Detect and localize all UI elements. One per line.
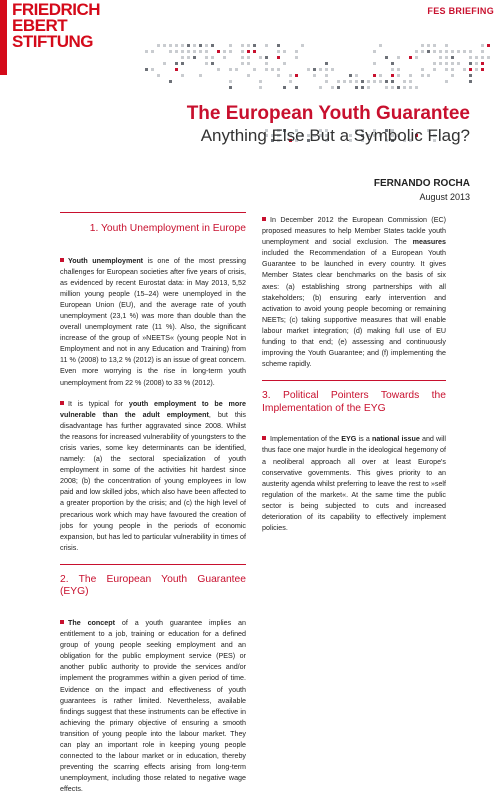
page-subtitle: Anything Else But a Symbolic Flag? xyxy=(200,126,470,145)
map-dot xyxy=(487,44,490,47)
publication-date: August 2013 xyxy=(419,192,470,202)
map-dot xyxy=(325,62,328,65)
map-dot xyxy=(193,44,196,47)
map-dot xyxy=(403,86,406,89)
map-dot xyxy=(175,62,178,65)
map-dot xyxy=(205,56,208,59)
map-dot xyxy=(187,44,190,47)
map-dot xyxy=(181,62,184,65)
map-dot xyxy=(211,44,214,47)
map-dot xyxy=(427,74,430,77)
map-dot xyxy=(295,86,298,89)
map-dot xyxy=(469,50,472,53)
map-dot xyxy=(253,44,256,47)
map-dot xyxy=(367,80,370,83)
map-dot xyxy=(445,44,448,47)
map-dot xyxy=(439,50,442,53)
map-dot xyxy=(265,68,268,71)
emphasis: measures xyxy=(412,238,446,247)
paragraph xyxy=(60,399,246,554)
paragraph-text: and will thus face one major hurdle in the ideological hegemony of a neoliberal approach all over at least Europe's conservative governments. This gives priority to an austerity agenda whilst preferring to leave the rest to »self regulation of the market«. At the same time the public sector is being subjected to cuts and increased deterioration of its capability to effectively implement policies. xyxy=(262,435,446,533)
map-dot xyxy=(439,62,442,65)
map-dot xyxy=(481,50,484,53)
section-heading-2: 2. The European Youth Guarantee (EYG) xyxy=(60,564,246,606)
paragraph-text: of a youth guarantee implies an entitlement to a job, training or education for a defined group of young people seeking employment and an obligation for the public employment service (PES) or another public authority to provide the services and/or implement the programmes within a given period of time. Evidence on the impact and effectiveness of youth guarantees is rather limited. Nevertheless, available findings suggest that these instruments can be effective in achieving the primary objective of ensuring a smooth transition of young people into the labour market. They can play an important role in keeping young people connected to the labour market or in education, thereby preventing the scarring effects arising from long-term unemployment, including those related to negative wage effects. xyxy=(60,618,247,794)
map-dot xyxy=(373,80,376,83)
map-dot xyxy=(349,80,352,83)
map-dot xyxy=(229,68,232,71)
map-dot xyxy=(241,50,244,53)
map-dot xyxy=(379,80,382,83)
map-dot xyxy=(487,56,490,59)
map-dot xyxy=(229,80,232,83)
map-dot xyxy=(325,74,328,77)
map-dot xyxy=(157,44,160,47)
author: FERNANDO ROCHA xyxy=(373,178,470,189)
map-dot xyxy=(289,80,292,83)
map-dot xyxy=(175,44,178,47)
map-dot xyxy=(451,50,454,53)
map-dot xyxy=(205,44,208,47)
map-dot xyxy=(229,44,232,47)
map-dot xyxy=(205,50,208,53)
fes-logo xyxy=(0,0,118,75)
map-dot xyxy=(247,74,250,77)
paragraph xyxy=(262,215,446,370)
paragraph-text: is a xyxy=(356,435,372,444)
map-dot xyxy=(373,74,376,77)
map-dot xyxy=(295,56,298,59)
map-dot xyxy=(331,86,334,89)
map-dot xyxy=(325,80,328,83)
map-dot xyxy=(403,80,406,83)
map-dot xyxy=(205,62,208,65)
map-dot xyxy=(181,74,184,77)
map-dot xyxy=(391,68,394,71)
map-dot xyxy=(247,62,250,65)
map-dot xyxy=(481,56,484,59)
map-dot xyxy=(421,74,424,77)
emphasis: youth employment to be more vulnerable than the adult employment xyxy=(60,399,247,419)
map-dot xyxy=(283,62,286,65)
map-dot xyxy=(247,50,250,53)
section-heading-1: 1. Youth Unemployment in Europe xyxy=(60,212,246,244)
map-dot xyxy=(181,50,184,53)
map-dot xyxy=(235,68,238,71)
map-dot xyxy=(451,74,454,77)
map-dot xyxy=(427,44,430,47)
map-dot xyxy=(211,62,214,65)
map-dot xyxy=(481,44,484,47)
section-heading-3: 3. Political Pointers Towards the Implementation of the EYG xyxy=(262,380,446,422)
map-dot xyxy=(397,56,400,59)
map-dot xyxy=(289,74,292,77)
logo-text: FRIEDRICH EBERT STIFTUNG xyxy=(12,0,101,51)
map-dot xyxy=(283,50,286,53)
map-dot xyxy=(397,86,400,89)
map-dot xyxy=(163,44,166,47)
map-dot xyxy=(265,62,268,65)
map-dot xyxy=(277,44,280,47)
map-dot xyxy=(397,74,400,77)
map-dot xyxy=(469,80,472,83)
map-dot xyxy=(313,68,316,71)
map-dot xyxy=(301,44,304,47)
map-dot xyxy=(253,50,256,53)
map-dot xyxy=(217,50,220,53)
paragraph-text: included the Recommendation of a European Youth Guarantee to be launched in every country. It gives Member States clear benchmarks on the basis of six axes: (a) establishing strong partnerships with all stakeholders; (b) ensuring early intervention and activation to avoid young people becoming or remaining NEETs; (c) taking supportive measures that will enable labour market integration; (d) making full use of EU funding to that end; (e) assessing and continuously improving the Youth Guarantee; and (f) implementing the scheme rapidly. xyxy=(262,249,446,369)
map-dot xyxy=(361,86,364,89)
right-column xyxy=(262,215,446,544)
paragraph xyxy=(60,256,246,389)
paragraph xyxy=(60,618,246,796)
map-dot xyxy=(313,74,316,77)
map-dot xyxy=(319,68,322,71)
left-column xyxy=(60,212,246,805)
map-dot xyxy=(475,62,478,65)
map-dot xyxy=(265,44,268,47)
map-dot xyxy=(379,44,382,47)
map-dot xyxy=(373,50,376,53)
map-dot xyxy=(469,62,472,65)
map-dot xyxy=(193,50,196,53)
map-dot xyxy=(175,68,178,71)
bullet-square-icon xyxy=(60,258,64,262)
paragraph xyxy=(262,434,446,534)
map-dot xyxy=(469,56,472,59)
logo-red-bar xyxy=(0,0,7,75)
map-dot xyxy=(295,74,298,77)
map-dot xyxy=(181,44,184,47)
lead-term: Youth unemployment xyxy=(68,256,144,265)
map-dot xyxy=(223,56,226,59)
map-dot xyxy=(445,80,448,83)
map-dot xyxy=(211,56,214,59)
map-dot xyxy=(163,62,166,65)
map-dot xyxy=(409,74,412,77)
map-dot xyxy=(277,50,280,53)
map-dot xyxy=(319,86,322,89)
map-dot xyxy=(445,56,448,59)
page-title: The European Youth Guarantee xyxy=(186,103,470,124)
paragraph-text: , but this disadvantage has further aggravated since 2008. Whilst the reasons for increased vulnerability of youngsters to the crisis varies, some key determinants can be identified, namely: (a) the sectoral specialization of youth employment in some of the activities hit hardest since 2008; (b) the concentration of young employees in low paid and low skilled jobs, which also have been affected to a greater proportion by the crisis; and (c) the high level of precarious work which may have favoured the creation of jobs for young people in the periods of economic expansion, but has led to particular vulnerability in times of crisis. xyxy=(60,410,246,552)
map-dot xyxy=(409,56,412,59)
map-dot xyxy=(421,50,424,53)
map-dot xyxy=(415,56,418,59)
map-dot xyxy=(229,86,232,89)
map-dot xyxy=(355,86,358,89)
map-dot xyxy=(349,74,352,77)
map-dot xyxy=(427,50,430,53)
map-dot xyxy=(433,68,436,71)
map-dot xyxy=(277,68,280,71)
map-dot xyxy=(409,86,412,89)
bullet-square-icon xyxy=(60,401,64,405)
map-dot xyxy=(433,44,436,47)
map-dot xyxy=(241,44,244,47)
map-dot xyxy=(367,86,370,89)
map-dot xyxy=(451,62,454,65)
map-dot xyxy=(283,86,286,89)
map-dot xyxy=(241,56,244,59)
map-dot xyxy=(475,68,478,71)
map-dot xyxy=(199,44,202,47)
map-dot xyxy=(295,50,298,53)
map-dot xyxy=(151,50,154,53)
map-dot xyxy=(151,68,154,71)
map-dot xyxy=(385,56,388,59)
map-dot xyxy=(445,62,448,65)
map-dot xyxy=(475,56,478,59)
map-dot xyxy=(331,68,334,71)
map-dot xyxy=(463,68,466,71)
map-dot xyxy=(193,56,196,59)
map-dot xyxy=(271,68,274,71)
map-dot xyxy=(481,62,484,65)
map-dot xyxy=(187,56,190,59)
map-dot xyxy=(145,68,148,71)
map-dot xyxy=(199,50,202,53)
map-dot xyxy=(469,68,472,71)
map-dot xyxy=(355,74,358,77)
map-dot xyxy=(169,50,172,53)
map-dot xyxy=(187,50,190,53)
map-dot xyxy=(337,80,340,83)
map-dot xyxy=(445,68,448,71)
paragraph-text: In December 2012 the European Commission (EC) proposed measures to help Member States tackle youth unemployment and social exclusion. The xyxy=(262,216,446,247)
map-dot xyxy=(157,74,160,77)
map-dot xyxy=(463,50,466,53)
map-dot xyxy=(325,68,328,71)
map-dot xyxy=(457,62,460,65)
map-dot xyxy=(361,80,364,83)
map-dot xyxy=(169,44,172,47)
paragraph-text: Implementation of the xyxy=(270,435,342,444)
map-dot xyxy=(265,56,268,59)
map-dot xyxy=(379,74,382,77)
map-dot xyxy=(481,68,484,71)
map-dot xyxy=(337,86,340,89)
map-dot xyxy=(391,74,394,77)
map-dot xyxy=(259,86,262,89)
map-dot xyxy=(253,68,256,71)
map-dot xyxy=(469,74,472,77)
map-dot xyxy=(247,44,250,47)
map-dot xyxy=(433,62,436,65)
map-dot xyxy=(451,56,454,59)
map-dot xyxy=(397,68,400,71)
map-dot xyxy=(241,62,244,65)
map-dot xyxy=(259,56,262,59)
map-dot xyxy=(373,62,376,65)
map-dot xyxy=(385,86,388,89)
map-dot xyxy=(181,56,184,59)
paragraph-text: is one of the most pressing challenges for European societies after five years of crisis, as evidenced by recent Eurostat data: in May 2013, 5,52 million young people (15–24) were unemployed in the European Union (EU), and the average rate of youth unemployment (23,1 %) was more than double than the overall unemployment rate (11 %). Also, the significant increase of the group of »NEETS« (young people Not in Employment and not in any Education and Training) from 11 % (2008) to 13,2 % (2012) is an issue of great concern. Even more worrying is the rise in long-term youth unemployment from 22 % (2008) to 33 % (2012). xyxy=(60,256,247,387)
map-dot xyxy=(391,86,394,89)
map-dot xyxy=(277,74,280,77)
map-dot xyxy=(421,68,424,71)
map-dot xyxy=(451,68,454,71)
series-label: FES BRIEFING xyxy=(427,6,494,16)
map-dot xyxy=(391,62,394,65)
map-dot xyxy=(223,50,226,53)
map-dot xyxy=(385,80,388,83)
map-dot xyxy=(415,50,418,53)
map-dot xyxy=(409,80,412,83)
map-dot xyxy=(217,68,220,71)
emphasis: EYG xyxy=(341,435,357,444)
bullet-square-icon xyxy=(60,620,64,624)
map-dot xyxy=(421,44,424,47)
bullet-square-icon xyxy=(262,436,266,440)
map-dot xyxy=(145,50,148,53)
map-dot xyxy=(169,80,172,83)
map-dot xyxy=(445,50,448,53)
map-dot xyxy=(175,50,178,53)
map-dot xyxy=(439,56,442,59)
map-dot xyxy=(199,74,202,77)
lead-term: The concept xyxy=(68,618,115,627)
map-dot xyxy=(457,50,460,53)
map-dot xyxy=(391,80,394,83)
emphasis: national issue xyxy=(371,435,420,444)
map-dot xyxy=(307,68,310,71)
bullet-square-icon xyxy=(262,217,266,221)
map-dot xyxy=(433,50,436,53)
map-dot xyxy=(277,56,280,59)
map-dot xyxy=(415,86,418,89)
map-dot xyxy=(247,56,250,59)
map-dot xyxy=(343,80,346,83)
map-dot xyxy=(355,80,358,83)
map-dot xyxy=(229,50,232,53)
paragraph-text: It is typical for xyxy=(68,399,129,408)
map-dot xyxy=(259,80,262,83)
